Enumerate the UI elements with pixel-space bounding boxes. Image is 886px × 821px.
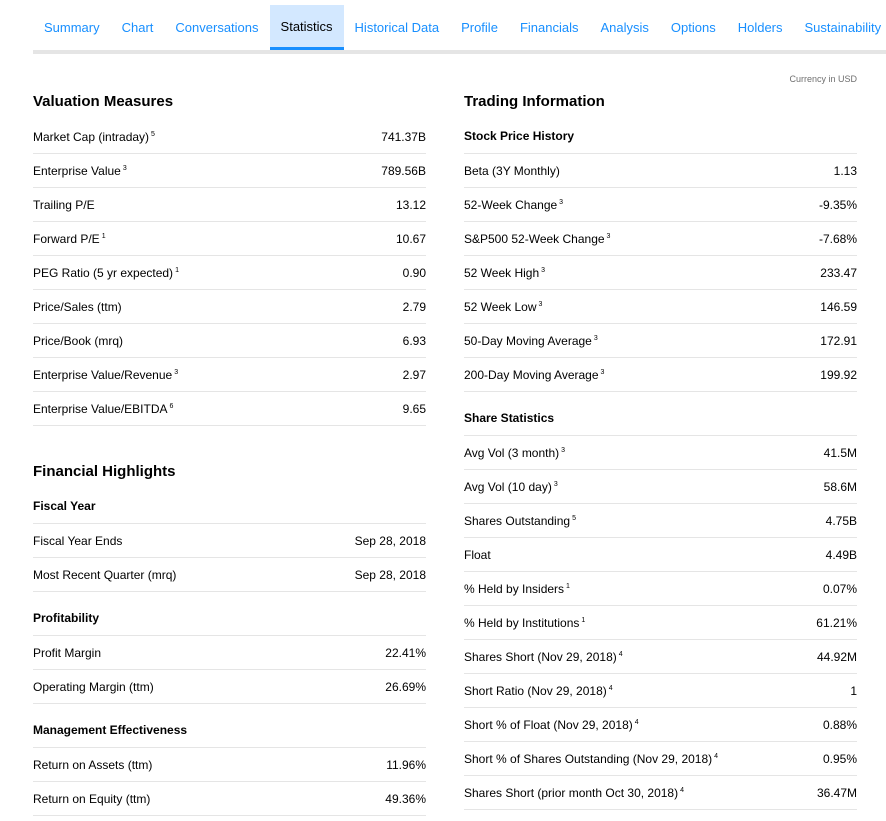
row-label-text: Short % of Float (Nov 29, 2018) — [464, 717, 633, 732]
footnote-marker: 1 — [175, 266, 179, 274]
stock-price-history-table — [464, 154, 857, 392]
row-label-text: Return on Equity (ttm) — [33, 791, 151, 806]
trading-information-heading: Trading Information — [464, 93, 605, 110]
table-row — [33, 392, 426, 426]
currency-note: Currency in USD — [789, 74, 857, 84]
table-row — [464, 606, 857, 640]
tab-profile[interactable]: Profile — [461, 20, 498, 35]
tab-sustainability[interactable]: Sustainability — [804, 20, 882, 35]
row-label-text: Price/Book (mrq) — [33, 333, 124, 348]
tabs-divider — [33, 50, 886, 54]
row-value: 172.91 — [820, 333, 857, 348]
row-label-text: 52 Week High — [464, 265, 540, 280]
row-value: 9.65 — [402, 401, 426, 416]
row-label-text: Enterprise Value — [33, 163, 121, 178]
table-row — [464, 674, 857, 708]
footnote-marker: 3 — [593, 334, 598, 342]
row-value: 0.88% — [822, 717, 857, 732]
footnote-marker: 4 — [680, 786, 685, 794]
footnote-marker: 3 — [559, 198, 564, 206]
management-effectiveness-subheading: Management Effectiveness — [33, 714, 426, 748]
row-label-text: Most Recent Quarter (mrq) — [33, 567, 177, 582]
row-value: 146.59 — [820, 299, 857, 314]
row-label — [33, 164, 127, 178]
tab-analysis[interactable]: Analysis — [600, 20, 649, 35]
row-label — [464, 164, 560, 178]
table-row — [464, 538, 857, 572]
table-row — [464, 256, 857, 290]
row-label-text: Shares Short (Nov 29, 2018) — [464, 649, 617, 664]
table-row — [464, 222, 857, 256]
row-label-text: Enterprise Value/Revenue — [33, 367, 173, 382]
footnote-marker: 4 — [714, 752, 719, 760]
profitability-table — [33, 636, 426, 704]
quote-nav-tabs — [33, 5, 886, 50]
table-row — [33, 324, 426, 358]
row-value: 4.49B — [825, 547, 857, 562]
row-label-text: S&P500 52-Week Change — [464, 231, 605, 246]
table-row — [33, 782, 426, 816]
row-value: 4.75B — [825, 513, 857, 528]
row-value: 13.12 — [395, 197, 426, 212]
row-label — [33, 568, 176, 582]
row-label-text: Shares Outstanding — [464, 513, 571, 528]
row-label — [33, 198, 95, 212]
row-value: 741.37B — [381, 129, 426, 144]
footnote-marker: 3 — [561, 446, 566, 454]
row-value: 26.69% — [385, 679, 426, 694]
management-effectiveness-table — [33, 748, 426, 816]
financial-highlights-heading: Financial Highlights — [33, 463, 176, 480]
table-row — [464, 504, 857, 538]
footnote-marker: 3 — [541, 266, 546, 274]
row-label-text: 200-Day Moving Average — [464, 367, 599, 382]
row-label — [464, 752, 718, 766]
table-row — [33, 256, 426, 290]
row-label — [33, 680, 154, 694]
table-row — [464, 436, 857, 470]
table-row — [33, 670, 426, 704]
row-value: 0.90 — [402, 265, 426, 280]
row-label — [33, 368, 178, 382]
row-label — [33, 534, 122, 548]
footnote-marker: 3 — [553, 480, 558, 488]
tab-statistics[interactable]: Statistics — [270, 5, 344, 50]
table-row — [464, 470, 857, 504]
row-label — [33, 266, 179, 280]
row-label-text: 52-Week Change — [464, 197, 558, 212]
row-label-text: PEG Ratio (5 yr expected) — [33, 265, 174, 280]
row-label — [33, 334, 123, 348]
tab-historical-data[interactable]: Historical Data — [354, 20, 440, 35]
footnote-marker: 6 — [169, 402, 174, 410]
row-label-text: Enterprise Value/EBITDA — [33, 401, 168, 416]
footnote-marker: 3 — [606, 232, 611, 240]
row-label-text: % Held by Institutions — [464, 615, 580, 630]
tab-summary[interactable]: Summary — [44, 20, 100, 35]
row-label — [464, 300, 542, 314]
table-row — [464, 358, 857, 392]
row-label-text: Return on Assets (ttm) — [33, 757, 153, 772]
row-label-text: Avg Vol (10 day) — [464, 479, 552, 494]
table-row — [464, 640, 857, 674]
table-row — [464, 154, 857, 188]
row-label — [33, 130, 155, 144]
table-row — [33, 358, 426, 392]
footnote-marker: 1 — [566, 582, 570, 590]
right-column — [464, 80, 857, 810]
table-row — [464, 188, 857, 222]
table-row — [33, 154, 426, 188]
footnote-marker: 3 — [600, 368, 605, 376]
tab-chart[interactable]: Chart — [121, 20, 154, 35]
footnote-marker: 3 — [122, 164, 127, 172]
row-label — [464, 480, 558, 494]
table-row — [33, 222, 426, 256]
footnote-marker: 3 — [538, 300, 543, 308]
valuation-measures-heading: Valuation Measures — [33, 93, 174, 110]
row-label — [464, 650, 623, 664]
row-label — [33, 792, 150, 806]
table-row — [33, 748, 426, 782]
row-label — [33, 232, 106, 246]
row-value: 0.07% — [822, 581, 857, 596]
row-label-text: Float — [464, 547, 491, 562]
row-label — [33, 758, 152, 772]
row-value: 22.41% — [385, 645, 426, 660]
row-label-text: Avg Vol (3 month) — [464, 445, 560, 460]
row-value: 233.47 — [820, 265, 857, 280]
row-label — [464, 368, 604, 382]
row-label-text: Short Ratio (Nov 29, 2018) — [464, 683, 607, 698]
row-label — [464, 786, 684, 800]
row-value: Sep 28, 2018 — [354, 533, 426, 548]
row-label-text: Trailing P/E — [33, 197, 95, 212]
row-label — [464, 616, 585, 630]
row-value: 6.93 — [402, 333, 426, 348]
table-row — [464, 290, 857, 324]
row-label — [33, 300, 122, 314]
tab-financials[interactable]: Financials — [519, 20, 579, 35]
tab-conversations[interactable]: Conversations — [175, 20, 259, 35]
table-row — [33, 188, 426, 222]
footnote-marker: 4 — [634, 718, 639, 726]
row-value: Sep 28, 2018 — [354, 567, 426, 582]
table-row — [33, 290, 426, 324]
row-label-text: Beta (3Y Monthly) — [464, 163, 560, 178]
row-value: -9.35% — [818, 197, 857, 212]
row-label — [33, 646, 101, 660]
footnote-marker: 1 — [581, 616, 586, 624]
row-label — [464, 582, 570, 596]
row-label-text: 52 Week Low — [464, 299, 537, 314]
row-label-text: Shares Short (prior month Oct 30, 2018) — [464, 785, 679, 800]
row-label-text: Operating Margin (ttm) — [33, 679, 154, 694]
row-value: 41.5M — [823, 445, 857, 460]
table-row — [33, 120, 426, 154]
row-value: 2.97 — [402, 367, 426, 382]
footnote-marker: 5 — [151, 130, 155, 138]
footnote-marker: 1 — [101, 232, 106, 240]
left-column — [33, 80, 426, 816]
row-label — [464, 548, 491, 562]
row-label — [464, 232, 610, 246]
row-value: 0.95% — [822, 751, 857, 766]
row-value: 44.92M — [816, 649, 857, 664]
table-row — [464, 742, 857, 776]
row-label-text: Fiscal Year Ends — [33, 533, 123, 548]
fiscal-year-table — [33, 524, 426, 592]
row-label — [464, 198, 563, 212]
row-label — [464, 514, 576, 528]
footnote-marker: 4 — [618, 650, 623, 658]
row-value: 1 — [850, 683, 857, 698]
profitability-subheading: Profitability — [33, 602, 426, 636]
row-label-text: 50-Day Moving Average — [464, 333, 592, 348]
row-value: 58.6M — [823, 479, 857, 494]
table-row — [33, 558, 426, 592]
footnote-marker: 5 — [572, 514, 576, 522]
row-label — [464, 718, 639, 732]
row-value: 199.92 — [820, 367, 857, 382]
table-row — [464, 708, 857, 742]
row-label-text: Price/Sales (ttm) — [33, 299, 122, 314]
row-label-text: Forward P/E — [33, 231, 100, 246]
row-value: 2.79 — [402, 299, 426, 314]
tab-options[interactable]: Options — [670, 20, 716, 35]
row-label — [464, 334, 598, 348]
tab-holders[interactable]: Holders — [737, 20, 783, 35]
table-row — [464, 324, 857, 358]
row-label — [464, 684, 613, 698]
row-label — [464, 266, 545, 280]
row-label-text: % Held by Insiders — [464, 581, 565, 596]
row-label — [33, 402, 173, 416]
table-row — [33, 524, 426, 558]
table-row — [464, 776, 857, 810]
row-value: 36.47M — [816, 785, 857, 800]
valuation-table — [33, 120, 426, 426]
share-statistics-subheading: Share Statistics — [464, 402, 857, 436]
row-value: 10.67 — [395, 231, 426, 246]
share-statistics-table — [464, 436, 857, 810]
table-row — [33, 636, 426, 670]
row-value: 11.96% — [386, 757, 426, 772]
stock-price-history-subheading: Stock Price History — [464, 120, 857, 154]
row-value: -7.68% — [818, 231, 857, 246]
footnote-marker: 4 — [608, 684, 613, 692]
table-row — [464, 572, 857, 606]
row-value: 1.13 — [833, 163, 857, 178]
row-label-text: Profit Margin — [33, 645, 102, 660]
footnote-marker: 3 — [174, 368, 179, 376]
row-label-text: Short % of Shares Outstanding (Nov 29, 2018) — [464, 751, 713, 766]
row-label-text: Market Cap (intraday) — [33, 129, 150, 144]
row-label — [464, 446, 565, 460]
row-value: 789.56B — [381, 163, 426, 178]
fiscal-year-subheading: Fiscal Year — [33, 490, 426, 524]
row-value: 49.36% — [385, 791, 426, 806]
row-value: 61.21% — [816, 615, 857, 630]
